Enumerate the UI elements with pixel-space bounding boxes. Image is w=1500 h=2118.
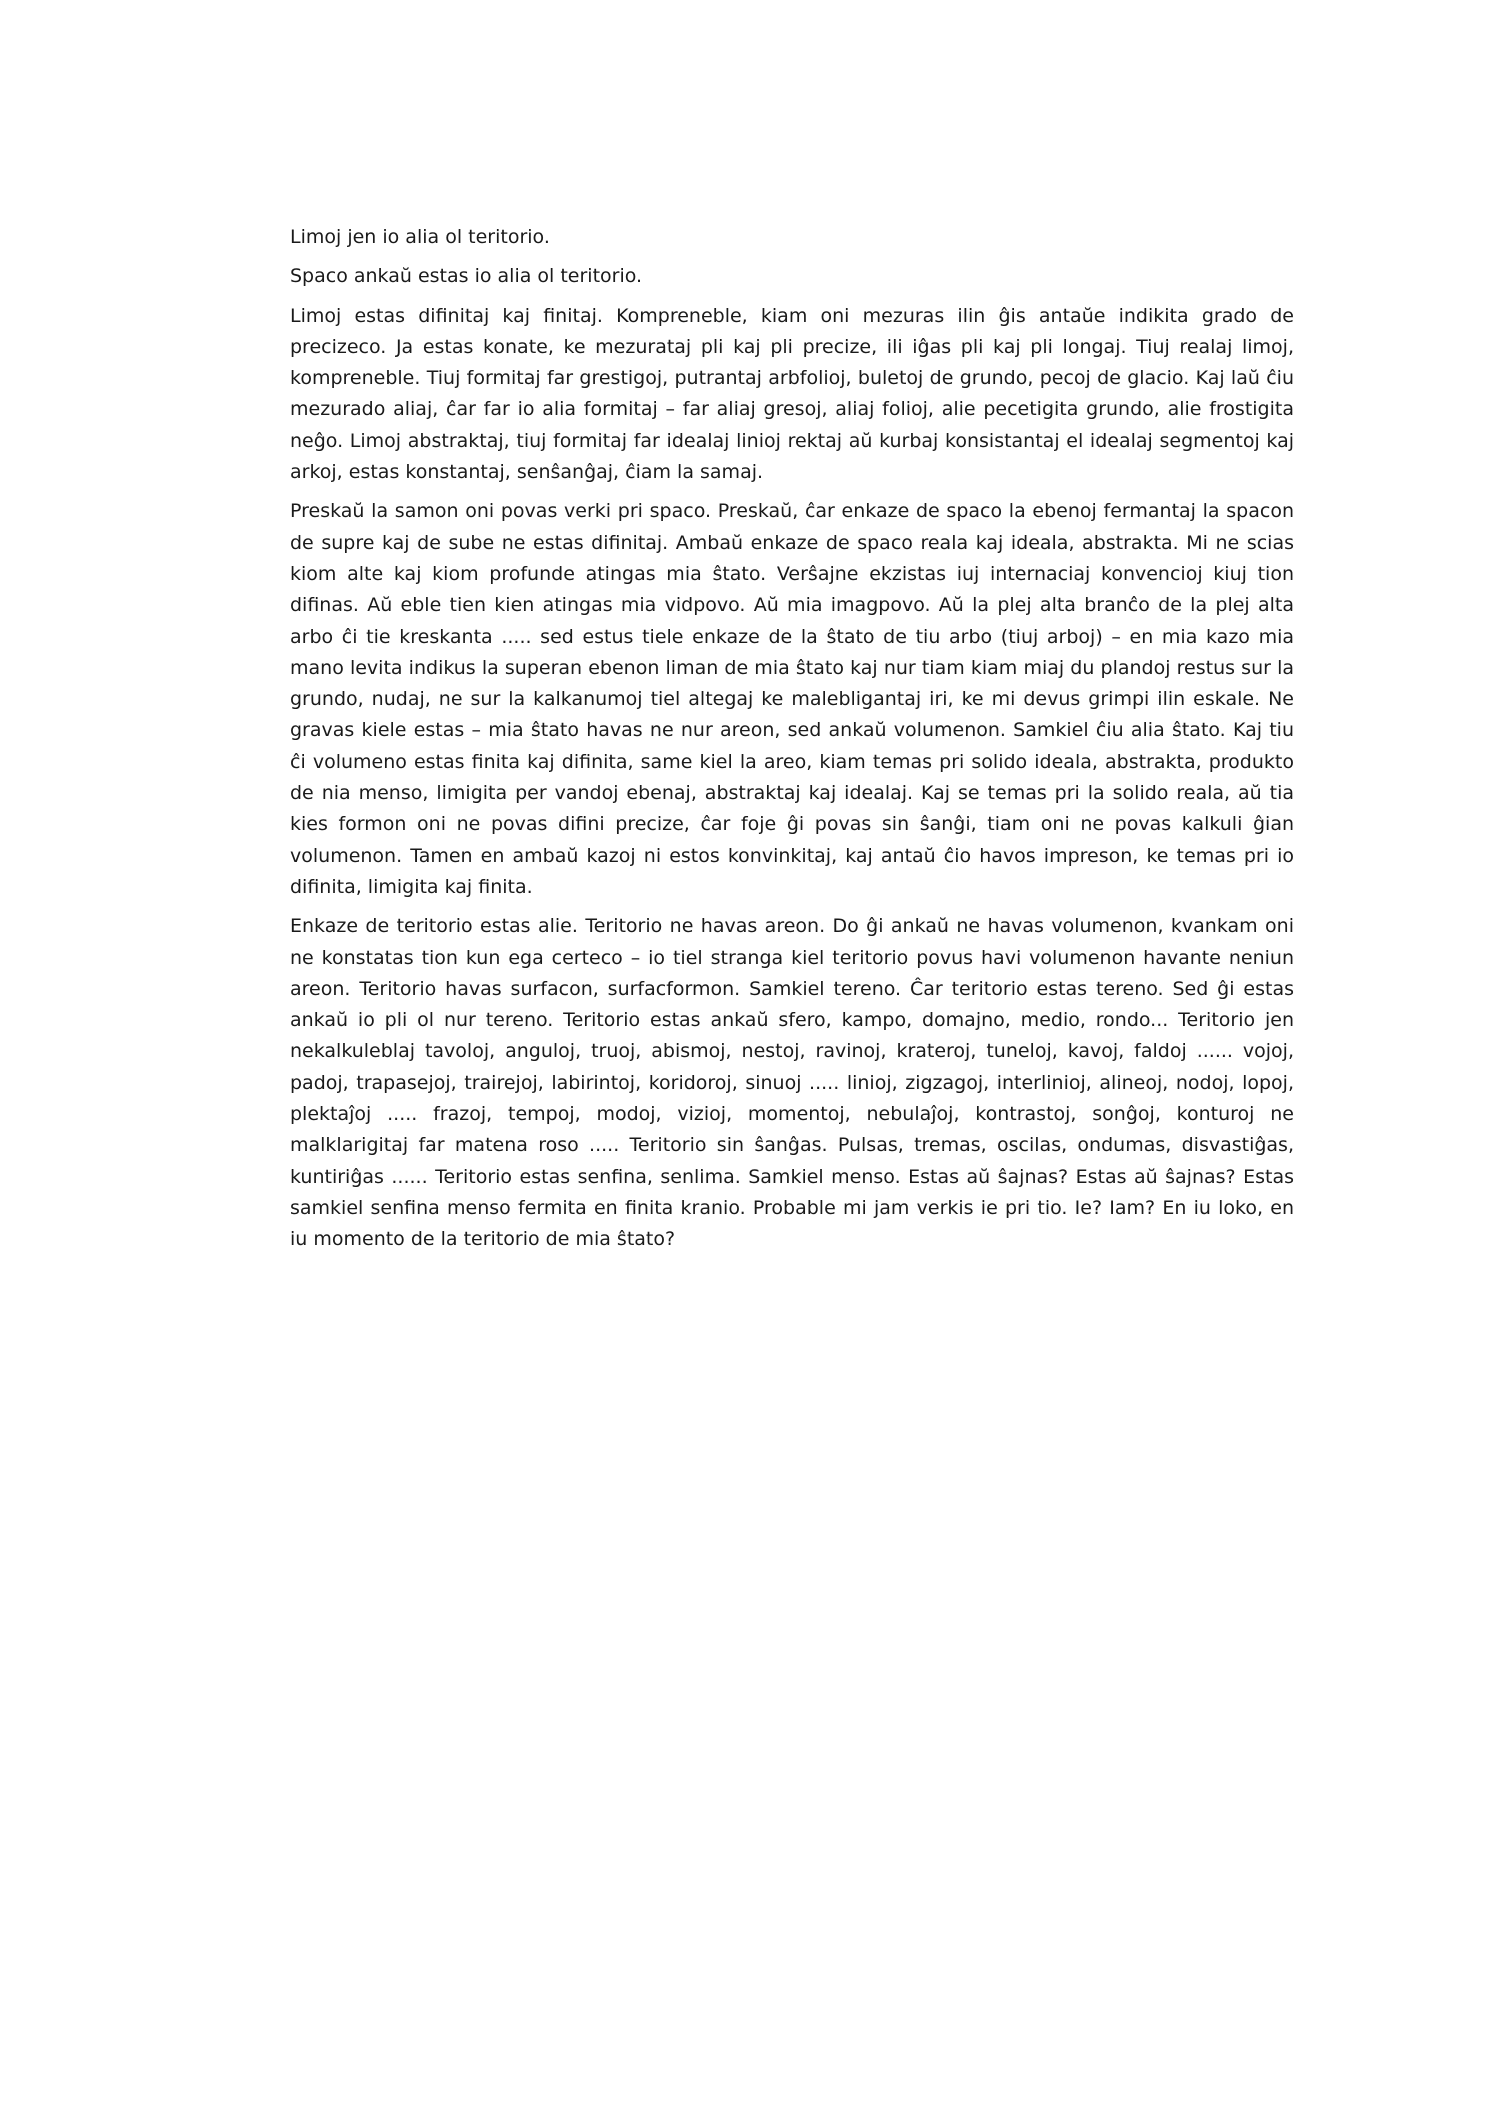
- paragraph-4: Preskaŭ la samon oni povas verki pri spaco. Preskaŭ, ĉar enkaze de spaco la ebenoj fermantaj la spacon de supre kaj de sube ne estas difinitaj. Ambaŭ enkaze de spaco reala kaj ideala, abstrakta. Mi ne scias kiom alte kaj kiom profunde atingas mia ŝtato. Verŝajne ekzistas iuj internaciaj konvencioj kiuj tion difinas. Aŭ eble tien kien atingas mia vidpovo. Aŭ mia imagpovo. Aŭ la plej alta branĉo de la plej alta arbo ĉi tie kreskanta ..... sed estus tiele enkaze de la ŝtato de tiu arbo (tiuj arboj) – en mia kazo mia mano levita indikus la superan ebenon liman de mia ŝtato kaj nur tiam kiam miaj du plandoj restus sur la grundo, nudaj, ne sur la kalkanumoj tiel altegaj ke malebligantaj iri, ke mi devus grimpi ilin eskale. Ne gravas kiele estas – mia ŝtato havas ne nur areon, sed ankaŭ volumenon. Samkiel ĉiu alia ŝtato. Kaj tiu ĉi volumeno estas finita kaj difinita, same kiel la areo, kiam temas pri solido ideala, abstrakta, produkto de nia menso, limigita per vandoj ebenaj, abstraktaj kaj idealaj. Kaj se temas pri la solido reala, aŭ tia kies formon oni ne povas difini precize, ĉar foje ĝi povas sin ŝanĝi, tiam oni ne povas kalkuli ĝian volumenon. Tamen en ambaŭ kazoj ni estos konvinkitaj, kaj antaŭ ĉio havos impreson, ke temas pri io difinita, limigita kaj finita.: [290, 500, 1294, 898]
- paragraph-5: Enkaze de teritorio estas alie. Teritorio ne havas areon. Do ĝi ankaŭ ne havas volumenon, kvankam oni ne konstatas tion kun ega certeco – io tiel stranga kiel teritorio povus havi volumenon havante neniun areon. Teritorio havas surfacon, surfacformon. Samkiel tereno. Ĉar teritorio estas tereno. Sed ĝi estas ankaŭ io pli ol nur tereno. Teritorio estas ankaŭ sfero, kampo, domajno, medio, rondo... Teritorio jen nekalkuleblaj tavoloj, anguloj, truoj, abismoj, nestoj, ravinoj, krateroj, tuneloj, kavoj, faldoj ...... vojoj, padoj, trapasejoj, trairejoj, labirintoj, koridoroj, sinuoj ..... linioj, zigzagoj, interlinioj, alineoj, nodoj, lopoj, plektaĵoj ..... frazoj, tempoj, modoj, vizioj, momentoj, nebulaĵoj, kontrastoj, sonĝoj, konturoj ne malklarigitaj far matena roso ..... Teritorio sin ŝanĝas. Pulsas, tremas, oscilas, ondumas, disvastiĝas, kuntiriĝas ...... Teritorio estas senfina, senlima. Samkiel menso. Estas aŭ ŝajnas? Estas aŭ ŝajnas? Estas samkiel senfina menso fermita en finita kranio. Probable mi jam verkis ie pri tio. Ie? Iam? En iu loko, en iu momento de la teritorio de mia ŝtato?: [290, 915, 1294, 1251]
- document-page: [290, 222, 1294, 1264]
- paragraph-3: Limoj estas difinitaj kaj finitaj. Kompreneble, kiam oni mezuras ilin ĝis antaŭe indikita grado de precizeco. Ja estas konate, ke mezurataj pli kaj pli precize, ili iĝas pli kaj pli longaj. Tiuj realaj limoj, kompreneble. Tiuj formitaj far grestigoj, putrantaj arbfolioj, buletoj de grundo, pecoj de glacio. Kaj laŭ ĉiu mezurado aliaj, ĉar far io alia formitaj – far aliaj gresoj, aliaj folioj, alie pecetigita grundo, alie frostigita neĝo. Limoj abstraktaj, tiuj formitaj far idealaj linioj rektaj aŭ kurbaj konsistantaj el idealaj segmentoj kaj arkoj, estas konstantaj, senŝanĝaj, ĉiam la samaj.: [290, 304, 1294, 484]
- paragraph-1: Limoj jen io alia ol teritorio.: [290, 226, 550, 248]
- paragraph-2: Spaco ankaŭ estas io alia ol teritorio.: [290, 265, 643, 288]
